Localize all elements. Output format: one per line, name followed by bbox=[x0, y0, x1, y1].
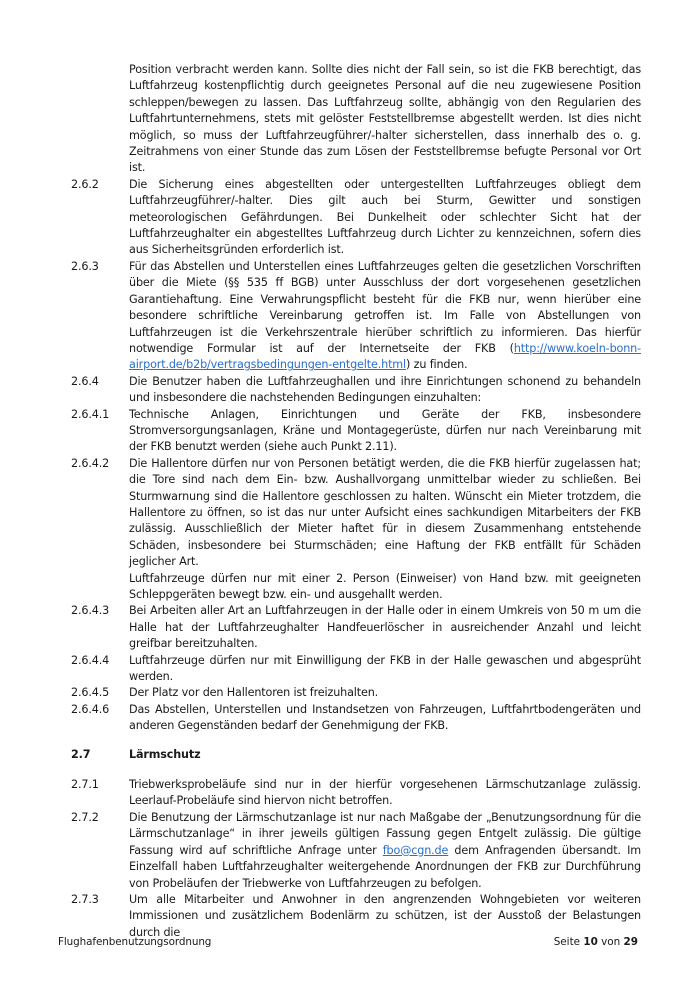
paragraph-2-6-4-2 bbox=[71, 456, 641, 571]
section-title: Lärmschutz bbox=[129, 747, 201, 761]
paragraph-text: Luftfahrzeuge dürfen nur mit einer 2. Person (Einweiser) von Hand bzw. mit geeigneten Schleppgeräten bewegt bzw. ein- und ausgehallt werden. bbox=[129, 571, 641, 601]
paragraph-2-6-4 bbox=[71, 374, 641, 407]
spacer bbox=[129, 735, 641, 747]
paragraph-text: Triebwerksprobeläufe sind nur in der hierfür vorgesehenen Lärmschutzanlage zulässig. Leerlauf-Probeläufe sind hiervon nicht betroffen. bbox=[129, 778, 641, 808]
paragraph-number: 2.6.3 bbox=[71, 259, 99, 273]
paragraph-number: 2.6.2 bbox=[71, 177, 99, 191]
paragraph-text-part: dem Anfragenden übersandt. Im Einzelfall haben Luftfahrzeughalter weitergehende Anordnungen der FKB zur Durchführung von Probeläufen der Triebwerke von Luftfahrzeugen zu befolgen. bbox=[129, 843, 641, 890]
paragraph-text: Der Platz vor den Hallentoren ist freizuhalten. bbox=[129, 686, 379, 700]
of-label: von bbox=[601, 936, 621, 948]
paragraph-text: Das Abstellen, Unterstellen und Instandsetzen von Fahrzeugen, Luftfahrtbodengeräten und anderen Gegenständen bedarf der Genehmigung der FKB. bbox=[129, 702, 641, 733]
section-heading bbox=[71, 747, 641, 763]
section-number: 2.7 bbox=[71, 747, 91, 761]
paragraph-2-7-2 bbox=[71, 810, 641, 892]
paragraph-number: 2.7.2 bbox=[71, 810, 99, 824]
paragraph-number: 2.6.4.6 bbox=[71, 702, 110, 716]
page-label: Seite bbox=[553, 936, 581, 948]
paragraph-2-6-3 bbox=[71, 259, 641, 374]
paragraph-text: Technische Anlagen, Einrichtungen und Geräte der FKB, insbesondere Stromversorgungsanlagen, Kräne und Montagegerüste, dürfen nur nach Vereinbarung mit der FKB benutzt werden (siehe auch Punkt 2.11). bbox=[129, 407, 641, 454]
website-link[interactable]: http://www.koeln-bonn-airport.de/b2b/vertragsbedingungen-entgelte.html bbox=[129, 341, 641, 372]
paragraph-text: Position verbracht werden kann. Sollte dies nicht der Fall sein, so ist die FKB berechtigt, das Luftfahrzeug kostenpflichtig durch geeignetes Personal auf die neu zugewiesene Position schleppen/bewegen zu lassen. Das Luftfahrzeug sollte, abhängig von den Regularien des Luftfahrtunternehmens, stets mit gelöster Feststellbremse abgestellt werden. Ist dies nicht möglich, so muss der Luftfahrzeugführer/-halter sicherstellen, dass innerhalb des o. g. Zeitrahmens von einer Stunde das zum Lösen der Feststellbremse befugte Personal vor Ort ist. bbox=[129, 63, 641, 175]
paragraph-text bbox=[129, 259, 641, 374]
paragraph-number: 2.6.4.3 bbox=[71, 604, 110, 618]
paragraph-2-6-4-1 bbox=[71, 407, 641, 456]
paragraph-text bbox=[129, 810, 641, 892]
paragraph-text-part: Für das Abstellen und Unterstellen eines Luftfahrzeuges gelten die gesetzlichen Vorschriften über die Miete (§§ 535 ff BGB) unter Ausschluss der dort vorgesehenen gesetzlichen Garantiehaftung. Eine Verwahrungspflicht besteht für die FKB nur, wenn hierüber eine besondere schriftliche Vereinbarung getroffen ist. Im Falle von Abstellungen von Luftfahrzeugen ist die Verkehrszentrale hierüber schriftlich zu informieren. Das hierfür notwendige Formular ist auf der Internetseite der FKB ( bbox=[129, 259, 641, 355]
paragraph-text: Um alle Mitarbeiter und Anwohner in den angrenzenden Wohngebieten vor weiteren Immissionen und zusätzlichem Bodenlärm zu schützen, ist der Ausstoß der Belastungen durch die bbox=[129, 892, 641, 939]
paragraph-2-6-4-5 bbox=[71, 685, 641, 701]
document-body bbox=[71, 62, 641, 941]
paragraph-2-6-4-3 bbox=[71, 603, 641, 652]
page-number bbox=[554, 936, 638, 948]
email-link[interactable]: fbo@cgn.de bbox=[382, 843, 449, 857]
paragraph-text: Die Benutzer haben die Luftfahrzeughallen und ihre Einrichtungen schonend zu behandeln und insbesondere die nachstehenden Bedingungen einzuhalten: bbox=[129, 374, 641, 405]
paragraph-text: Luftfahrzeuge dürfen nur mit Einwilligung der FKB in der Halle gewaschen und abgesprüht werden. bbox=[129, 653, 641, 684]
paragraph-continuation bbox=[129, 62, 641, 177]
paragraph-text-part: Die Benutzung der Lärmschutzanlage ist nur nach Maßgabe der „Benutzungsordnung für die Lärmschutzanlage“ in ihrer jeweils gültigen Fassung gegen Entgelt zulässig. Die gültige Fassung wird auf schriftliche Anfrage unter bbox=[129, 810, 641, 857]
current-page: 10 bbox=[583, 936, 598, 948]
paragraph-number: 2.6.4.5 bbox=[71, 686, 110, 700]
paragraph-2-6-4-6 bbox=[71, 702, 641, 735]
paragraph-number: 2.6.4.2 bbox=[71, 456, 110, 470]
paragraph-text: Die Sicherung eines abgestellten oder untergestellten Luftfahrzeuges obliegt dem Luftfahrzeugführer/-halter. Dies gilt auch bei Sturm, Gewitter und sonstigen meteorologischen Gefährdungen. Bei Dunkelheit oder schlechter Sicht hat der Luftfahrzeughalter ein abgestelltes Luftfahrzeug durch Lichter zu kennzeichnen, sofern dies aus Sicherheitsgründen erforderlich ist. bbox=[129, 177, 641, 257]
paragraph-2-6-2 bbox=[71, 177, 641, 259]
paragraph-2-7-3 bbox=[71, 892, 641, 941]
paragraph-number: 2.6.4.4 bbox=[71, 653, 110, 667]
paragraph-number: 2.6.4.1 bbox=[71, 407, 110, 421]
paragraph-2-6-4-2-continued bbox=[129, 571, 641, 604]
paragraph-number: 2.6.4 bbox=[71, 374, 99, 388]
paragraph-2-7-1 bbox=[71, 777, 641, 810]
total-pages: 29 bbox=[623, 936, 638, 948]
paragraph-2-6-4-4 bbox=[71, 653, 641, 686]
paragraph-text: Die Hallentore dürfen nur von Personen betätigt werden, die die FKB hierfür zugelassen hat; die Tore sind nach dem Ein- bzw. Aushallvorgang unmittelbar wieder zu schließen. Bei Sturmwarnung sind die Hallentore geschlossen zu halten. Wünscht ein Mieter trotzdem, die Hallentore zu öffnen, so ist das nur unter Aufsicht eines sachkundigen Mitarbeiters der FKB zulässig. Ausschließlich der Mieter haftet für in diesem Zusammenhang entstehende Schäden, insbesondere bei Sturmschäden; eine Haftung der FKB entfällt für Schäden jeglicher Art. bbox=[129, 456, 641, 569]
paragraph-text: Bei Arbeiten aller Art an Luftfahrzeugen in der Halle oder in einem Umkreis von 50 m um die Halle hat der Luftfahrzeughalter Handfeuerlöscher in ausreichender Anzahl und leicht greifbar bereitzuhalten. bbox=[129, 604, 641, 651]
paragraph-number: 2.7.1 bbox=[71, 778, 99, 792]
paragraph-text-part: ) zu finden. bbox=[406, 358, 468, 372]
paragraph-number: 2.7.3 bbox=[71, 892, 99, 906]
footer-title: Flughafenbenutzungsordnung bbox=[58, 936, 212, 948]
